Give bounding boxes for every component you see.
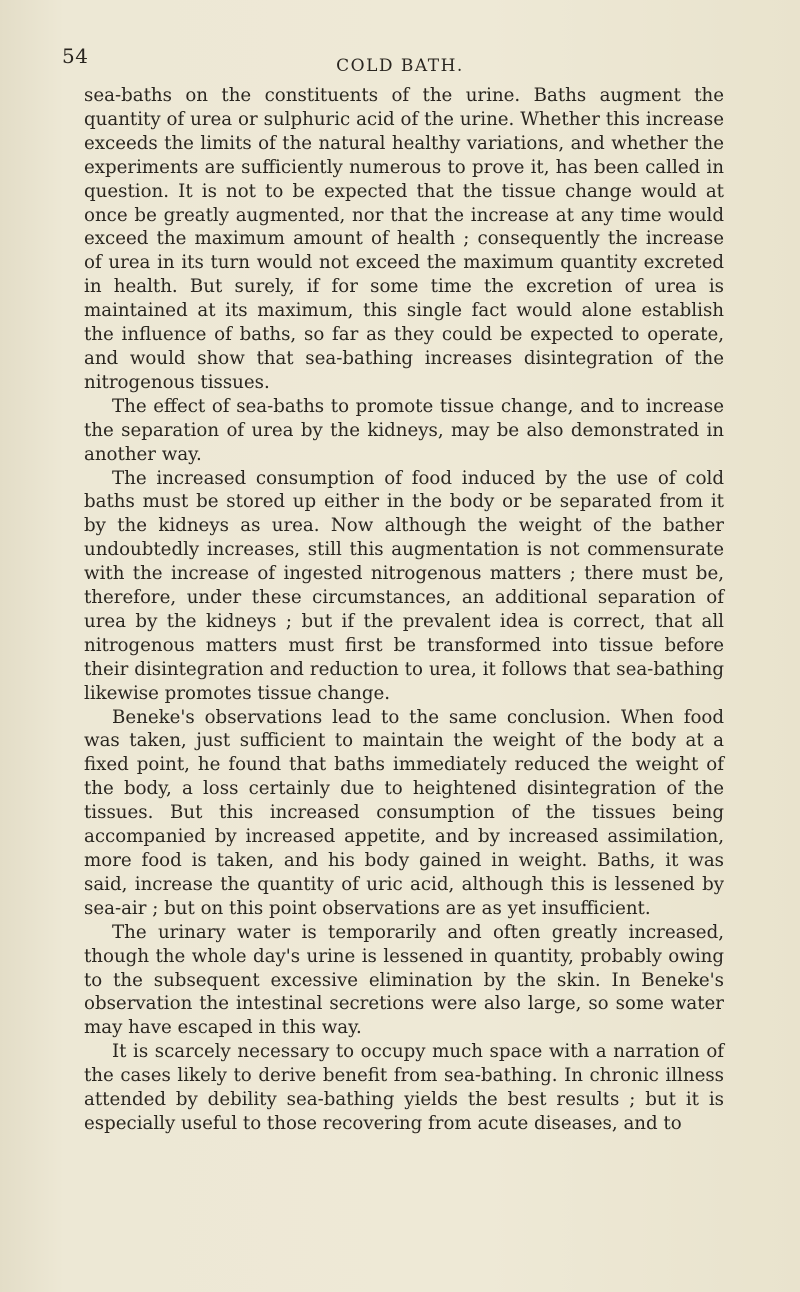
paragraph: The effect of sea-baths to promote tissue change, and to increase the separation of urea by the kidneys, may be also demonstrated in another way. <box>84 395 724 465</box>
paragraph: The increased consumption of food induced by the use of cold baths must be stored up either in the body or be separated from it by the kidneys as urea. Now although the weight of the bather undoubtedly increases, still this augmentation is not commensurate with the increase of ingested nitrogenous matters ; there must be, therefore, under these circumstances, an additional separation of urea by the kidneys ; but if the prevalent idea is correct, that all nitrogenous matters must first be transformed into tissue before their disintegration and reduction to urea, it follows that sea-bathing likewise promotes tissue change. <box>84 467 724 704</box>
body-text <box>84 84 724 1136</box>
paragraph: Beneke's observations lead to the same conclusion. When food was taken, just sufficient to maintain the weight of the body at a fixed point, he found that baths immediately reduced the weight of the body, a loss certainly due to heightened disintegration of the tissues. But this increased consumption of the tissues being accompanied by increased appetite, and by increased assimilation, more food is taken, and his body gained in weight. Baths, it was said, increase the quantity of uric acid, although this is lessened by sea-air ; but on this point observations are as yet insufficient. <box>84 706 724 919</box>
paragraph: It is scarcely necessary to occupy much space with a narration of the cases likely to derive benefit from sea-bathing. In chronic illness attended by debility sea-bathing yields the best results ; but it is especially useful to those recovering from acute diseases, and to <box>84 1041 724 1134</box>
running-title: COLD BATH. <box>336 56 464 76</box>
paragraph: sea-baths on the constituents of the urine. Baths augment the quantity of urea or sulphuric acid of the urine. Whether this increase exceeds the limits of the natural healthy variations, and whether the experiments are sufficiently numerous to prove it, has been called in question. It is not to be expected that the tissue change would at once be greatly augmented, nor that the increase at any time would exceed the maximum amount of health ; consequently the increase of urea in its turn would not exceed the maximum quantity excreted in health. But surely, if for some time the excretion of urea is maintained at its maximum, this single fact would alone establish the influence of baths, so far as they could be expected to operate, and would show that sea-bathing increases disintegration of the nitrogenous tissues. <box>84 85 724 393</box>
paragraph: The urinary water is temporarily and often greatly increased, though the whole day's urine is lessened in quantity, probably owing to the subsequent excessive elimination by the skin. In Beneke's observation the intestinal secretions were also large, so some water may have escaped in this way. <box>84 921 724 1039</box>
page-number: 54 <box>62 44 89 68</box>
